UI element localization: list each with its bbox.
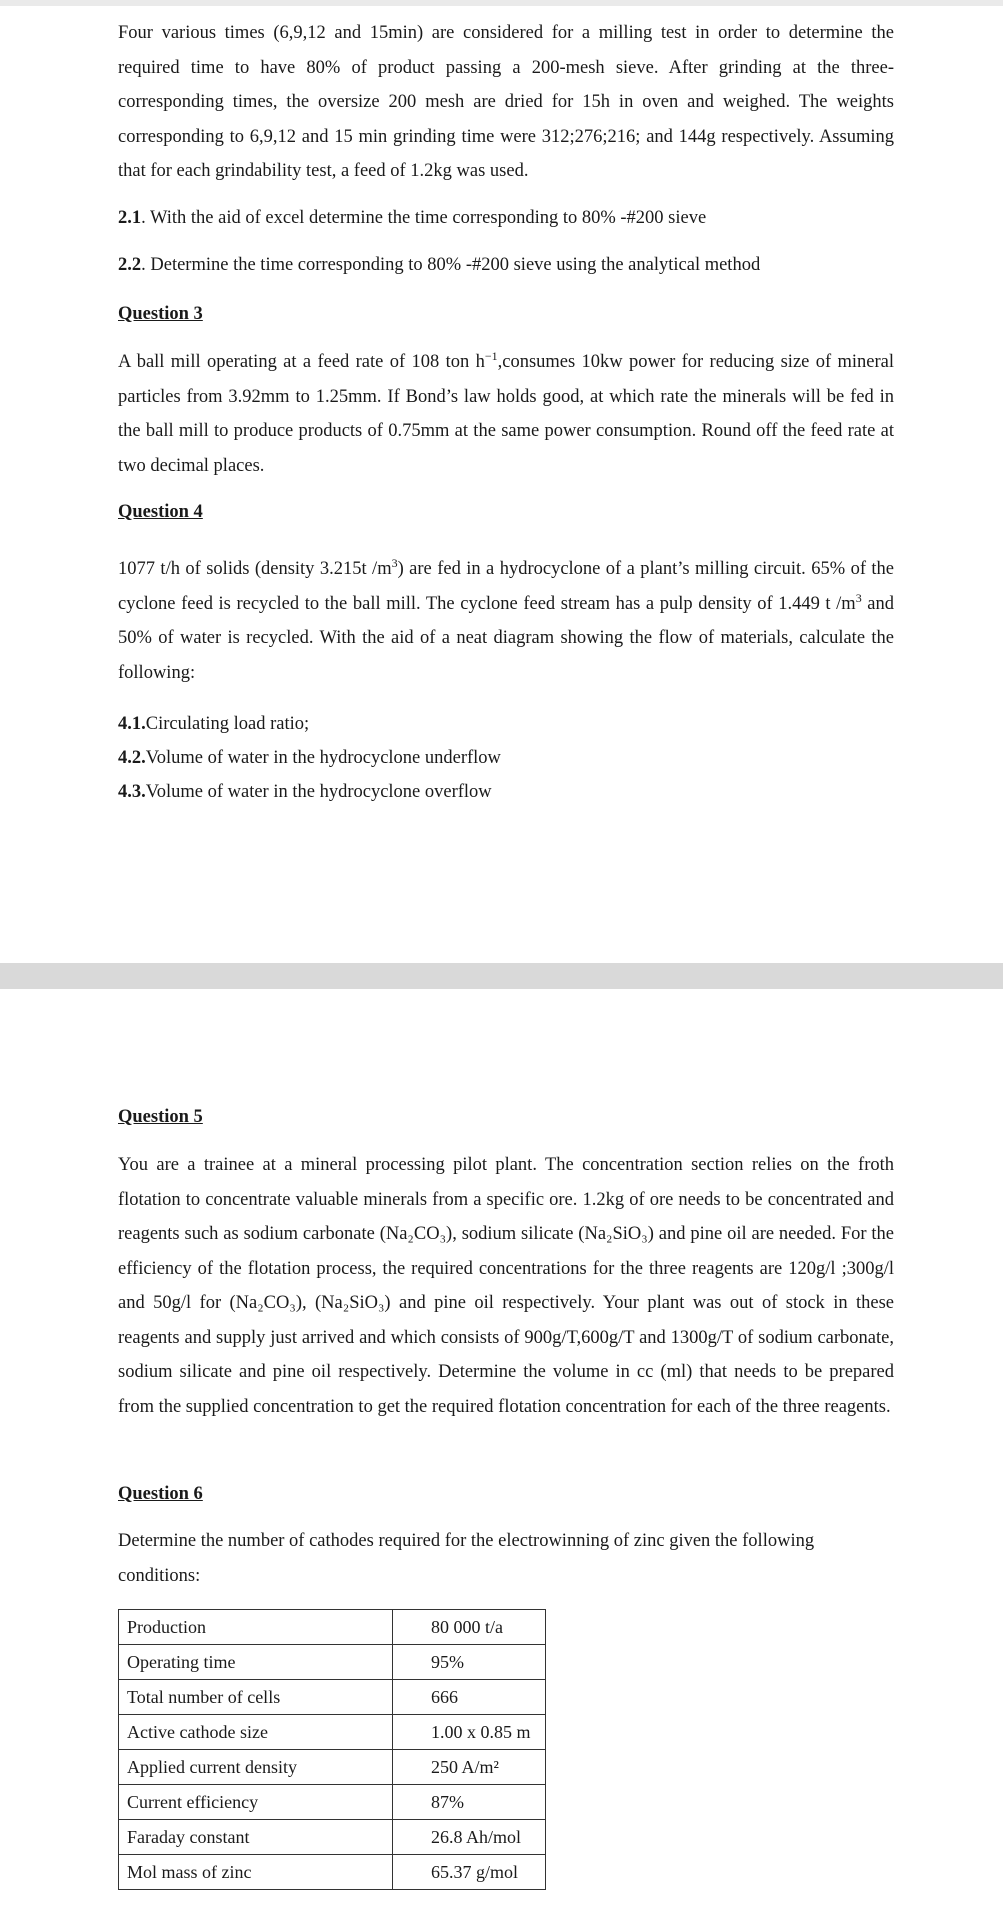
q6-heading-wrap — [118, 1482, 894, 1506]
page-break — [0, 963, 1003, 989]
q4-heading: Question 4 — [118, 502, 203, 522]
row-label: Current efficiency — [119, 1785, 393, 1820]
q5-paragraph: You are a trainee at a mineral processing pilot plant. The concentration section relies on the froth flotation to concentrate valuable minerals from a specific ore. 1.2kg of ore needs to be concentrated and reagents such as sodium carbonate (Na₂CO₃), sodium silicate (Na₂SiO₃) and pine oil are needed. For the efficiency of the flotation process, the required concentrations for the three reagents are 120g/l ;300g/l and 50g/l for (Na₂CO₃), (Na₂SiO₃) and pine oil respectively. Your plant was out of stock in these reagents and supply just arrived and which consists of 900g/T,600g/T and 1300g/T of sodium carbonate, sodium silicate and pine oil respectively. Determine the volume in cc (ml) that needs to be prepared from the supplied concentration to get the required flotation concentration for each of the three reagents. — [118, 1155, 894, 1417]
q4-item-1-text: Circulating load ratio; — [145, 714, 310, 734]
row-value: 250 A/m² — [393, 1750, 546, 1785]
q3-heading: Question 3 — [118, 304, 203, 324]
q5-block — [118, 1148, 894, 1424]
row-value: 95% — [393, 1645, 546, 1680]
q6-heading: Question 6 — [118, 1484, 203, 1504]
q2-item-1-text: . With the aid of excel determine the time corresponding to 80% -#200 sieve — [141, 208, 707, 228]
q4-item-2-text: Volume of water in the hydrocyclone underflow — [145, 748, 501, 768]
intro-block — [118, 16, 894, 189]
q4-text-c: and 50% of water is recycled. With the aid of a neat diagram showing the flow of materials, calculate the following: — [118, 593, 895, 683]
q3-text-a: A ball mill operating at a feed rate of 108 ton h — [118, 352, 485, 372]
q4-item-1-num: 4.1. — [118, 714, 146, 734]
q3-block — [118, 345, 894, 483]
row-value: 666 — [393, 1680, 546, 1715]
conditions-table — [118, 1609, 546, 1890]
row-label: Mol mass of zinc — [119, 1855, 393, 1890]
top-strip — [0, 0, 1003, 6]
q3-sup: −1 — [484, 348, 498, 363]
row-value: 80 000 t/a — [393, 1610, 546, 1645]
q6-block — [118, 1524, 894, 1593]
table-row — [119, 1750, 546, 1785]
q4-sup-1: 3 — [391, 555, 398, 570]
q4-text-b: ) are fed in a hydrocyclone of a plant’s milling circuit. 65% of the cyclone feed is recycled to the ball mill. The cyclone feed stream has a pulp density of 1.449 t /m — [118, 559, 895, 614]
q2-item-2 — [118, 248, 894, 282]
q2-item-2-text: . Determine the time corresponding to 80% -#200 sieve using the analytical method — [141, 255, 761, 275]
table-row — [119, 1610, 546, 1645]
q4-paragraph — [118, 552, 894, 690]
q4-item-3-text: Volume of water in the hydrocyclone overflow — [145, 782, 492, 802]
q4-item-3-num: 4.3. — [118, 782, 146, 802]
q4-sup-2: 3 — [855, 590, 862, 605]
row-label: Applied current density — [119, 1750, 393, 1785]
row-label: Total number of cells — [119, 1680, 393, 1715]
q5-heading: Question 5 — [118, 1107, 203, 1127]
q4-item-2-num: 4.2. — [118, 748, 146, 768]
row-label: Operating time — [119, 1645, 393, 1680]
row-label: Faraday constant — [119, 1820, 393, 1855]
q3-heading-wrap — [118, 302, 894, 326]
table-row — [119, 1680, 546, 1715]
q4-block — [118, 552, 894, 690]
table-row — [119, 1785, 546, 1820]
table-row — [119, 1645, 546, 1680]
row-value: 87% — [393, 1785, 546, 1820]
row-value: 26.8 Ah/mol — [393, 1820, 546, 1855]
table-row — [119, 1855, 546, 1890]
intro-paragraph: Four various times (6,9,12 and 15min) are considered for a milling test in order to determine the required time to have 80% of product passing a 200-mesh sieve. After grinding at the three-corresponding times, the oversize 200 mesh are dried for 15h in oven and weighed. The weights corresponding to 6,9,12 and 15 min grinding time were 312;276;216; and 144g respectively. Assuming that for each grindability test, a feed of 1.2kg was used. — [118, 23, 894, 181]
q4-heading-wrap — [118, 500, 894, 524]
q4-items — [118, 707, 894, 809]
q6-paragraph: Determine the number of cathodes required for the electrowinning of zinc given the following conditions: — [118, 1531, 815, 1586]
q3-paragraph — [118, 345, 894, 483]
q2-item-2-num: 2.2 — [118, 255, 142, 275]
q4-text-a: 1077 t/h of solids (density 3.215t /m — [118, 559, 392, 579]
q5-heading-wrap — [118, 1105, 894, 1129]
table-row — [119, 1820, 546, 1855]
row-label: Production — [119, 1610, 393, 1645]
row-value: 65.37 g/mol — [393, 1855, 546, 1890]
q2-item-1 — [118, 201, 894, 235]
table-row — [119, 1715, 546, 1750]
q2-item-1-num: 2.1 — [118, 208, 142, 228]
row-value: 1.00 x 0.85 m — [393, 1715, 546, 1750]
row-label: Active cathode size — [119, 1715, 393, 1750]
q3-text-b: ,consumes 10kw power for reducing size of mineral particles from 3.92mm to 1.25mm. If Bond’s law holds good, at which rate the minerals will be fed in the ball mill to produce products of 0.75mm at the same power consumption. Round off the feed rate at two decimal places. — [118, 352, 894, 476]
